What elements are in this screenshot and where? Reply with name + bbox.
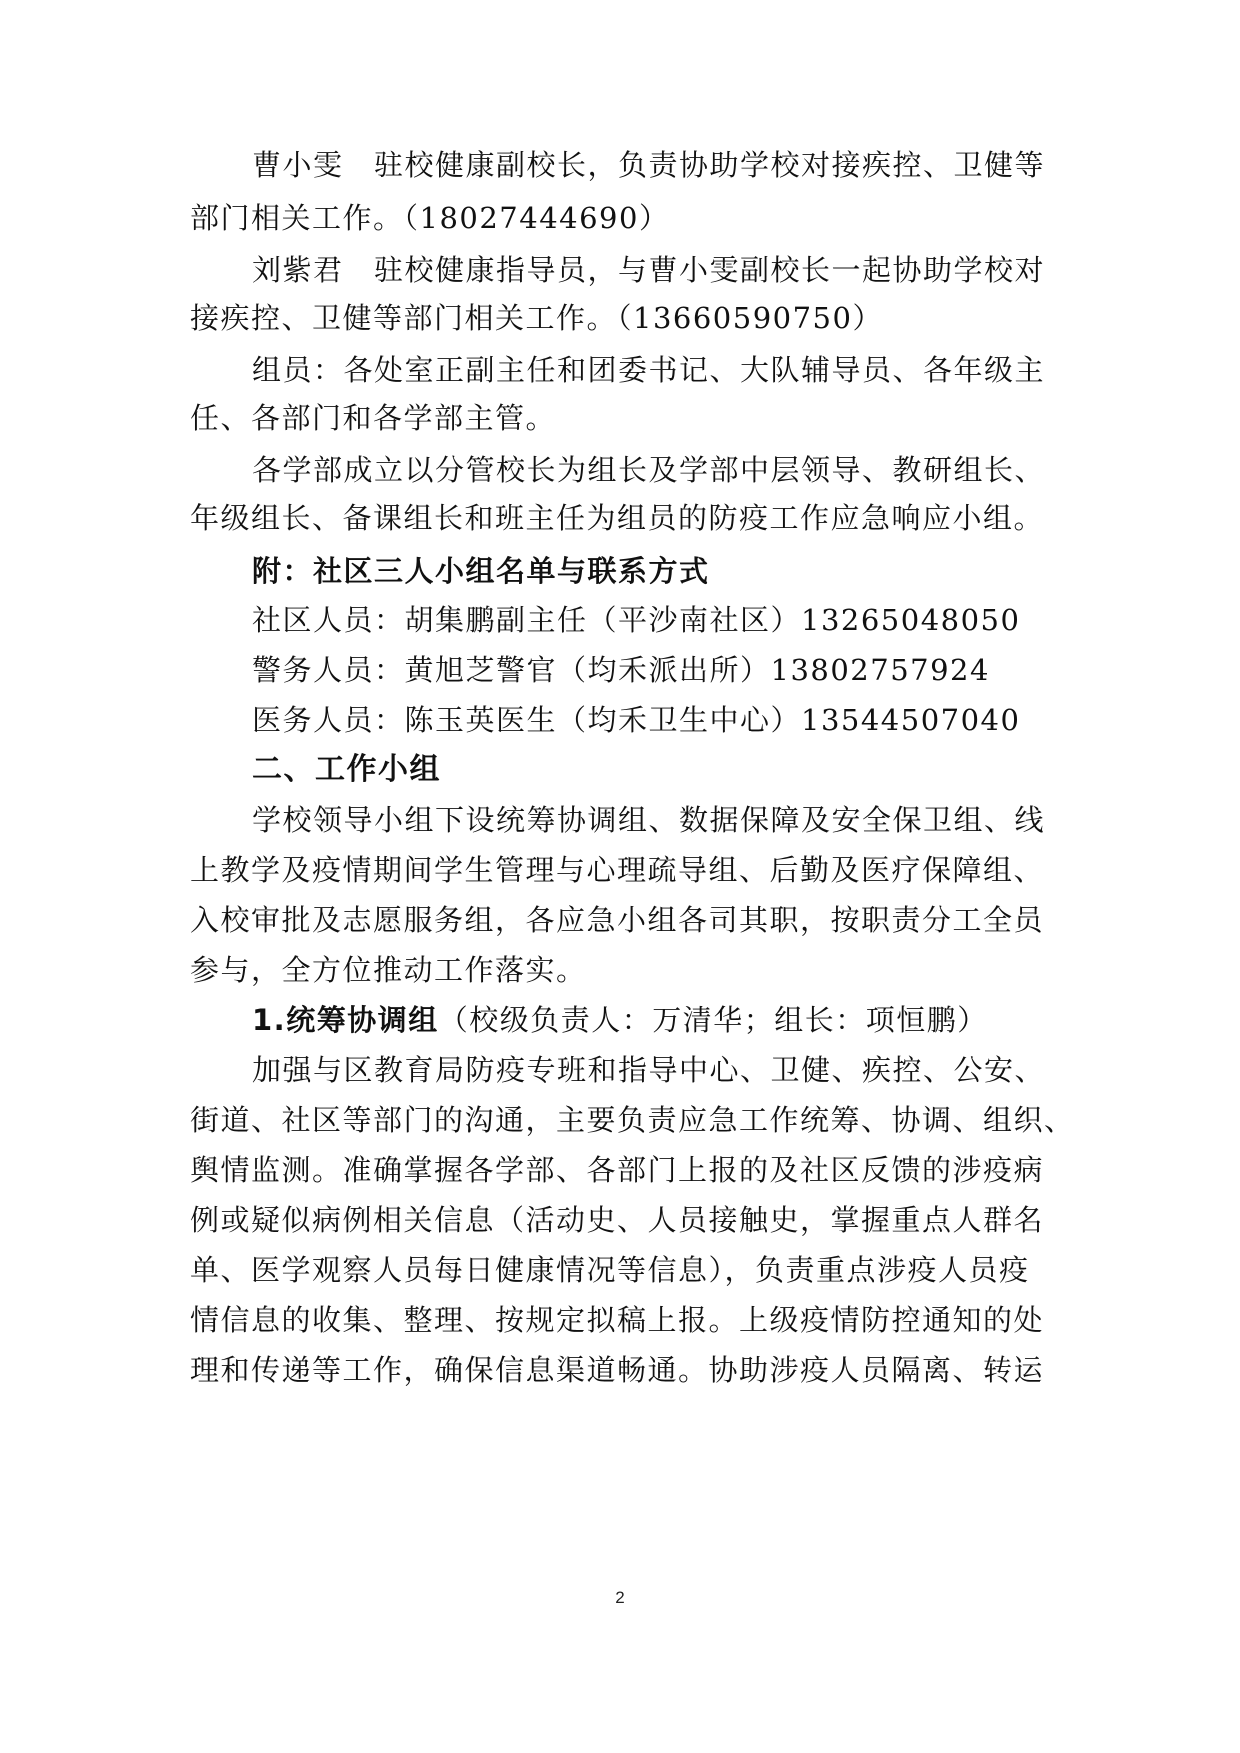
text-line: 部门相关工作。（18027444690）	[190, 201, 670, 235]
text-line: 舆情监测。准确掌握各学部、各部门上报的及社区反馈的涉疫病	[190, 1153, 1045, 1187]
text-line: 接疾控、卫健等部门相关工作。（13660590750）	[190, 301, 883, 335]
subsection-leads: （校级负责人：万清华；组长：项恒鹏）	[438, 1003, 988, 1037]
text-line: 入校审批及志愿服务组，各应急小组各司其职，按职责分工全员	[190, 903, 1045, 937]
text-line: 街道、社区等部门的沟通，主要负责应急工作统筹、协调、组织、	[190, 1103, 1075, 1137]
text-line: 加强与区教育局防疫专班和指导中心、卫健、疾控、公安、	[252, 1053, 1046, 1087]
text-line: 参与，全方位推动工作落实。	[190, 953, 587, 987]
subsection-heading	[252, 1000, 1122, 1040]
text-line: 任、各部门和各学部主管。	[190, 401, 557, 435]
contact-line: 警务人员：黄旭芝警官（均禾派出所）13802757924	[252, 653, 990, 687]
text-line: 刘紫君 驻校健康指导员，与曹小雯副校长一起协助学校对	[252, 253, 1046, 287]
section-heading: 二、工作小组	[252, 752, 441, 787]
text-line: 各学部成立以分管校长为组长及学部中层领导、教研组长、	[252, 453, 1046, 487]
text-line: 曹小雯 驻校健康副校长，负责协助学校对接疾控、卫健等	[252, 148, 1046, 182]
appendix-heading: 附：社区三人小组名单与联系方式	[252, 554, 710, 588]
text-line: 单、医学观察人员每日健康情况等信息），负责重点涉疫人员疫	[190, 1253, 1030, 1287]
subsection-title: 1.统筹协调组	[252, 1003, 439, 1037]
contact-line: 社区人员：胡集鹏副主任（平沙南社区）13265048050	[252, 603, 1021, 637]
text-line: 年级组长、备课组长和班主任为组员的防疫工作应急响应小组。	[190, 501, 1045, 535]
text-line: 上教学及疫情期间学生管理与心理疏导组、后勤及医疗保障组、	[190, 853, 1045, 887]
text-line: 例或疑似病例相关信息（活动史、人员接触史，掌握重点人群名	[190, 1203, 1045, 1237]
text-line: 情信息的收集、整理、按规定拟稿上报。上级疫情防控通知的处	[190, 1303, 1045, 1337]
page-number: 2	[615, 1588, 625, 1607]
text-line: 组员：各处室正副主任和团委书记、大队辅导员、各年级主	[252, 353, 1046, 387]
text-line: 学校领导小组下设统筹协调组、数据保障及安全保卫组、线	[252, 803, 1046, 837]
contact-line: 医务人员：陈玉英医生（均禾卫生中心）13544507040	[252, 703, 1021, 737]
text-line: 理和传递等工作，确保信息渠道畅通。协助涉疫人员隔离、转运	[190, 1353, 1045, 1387]
